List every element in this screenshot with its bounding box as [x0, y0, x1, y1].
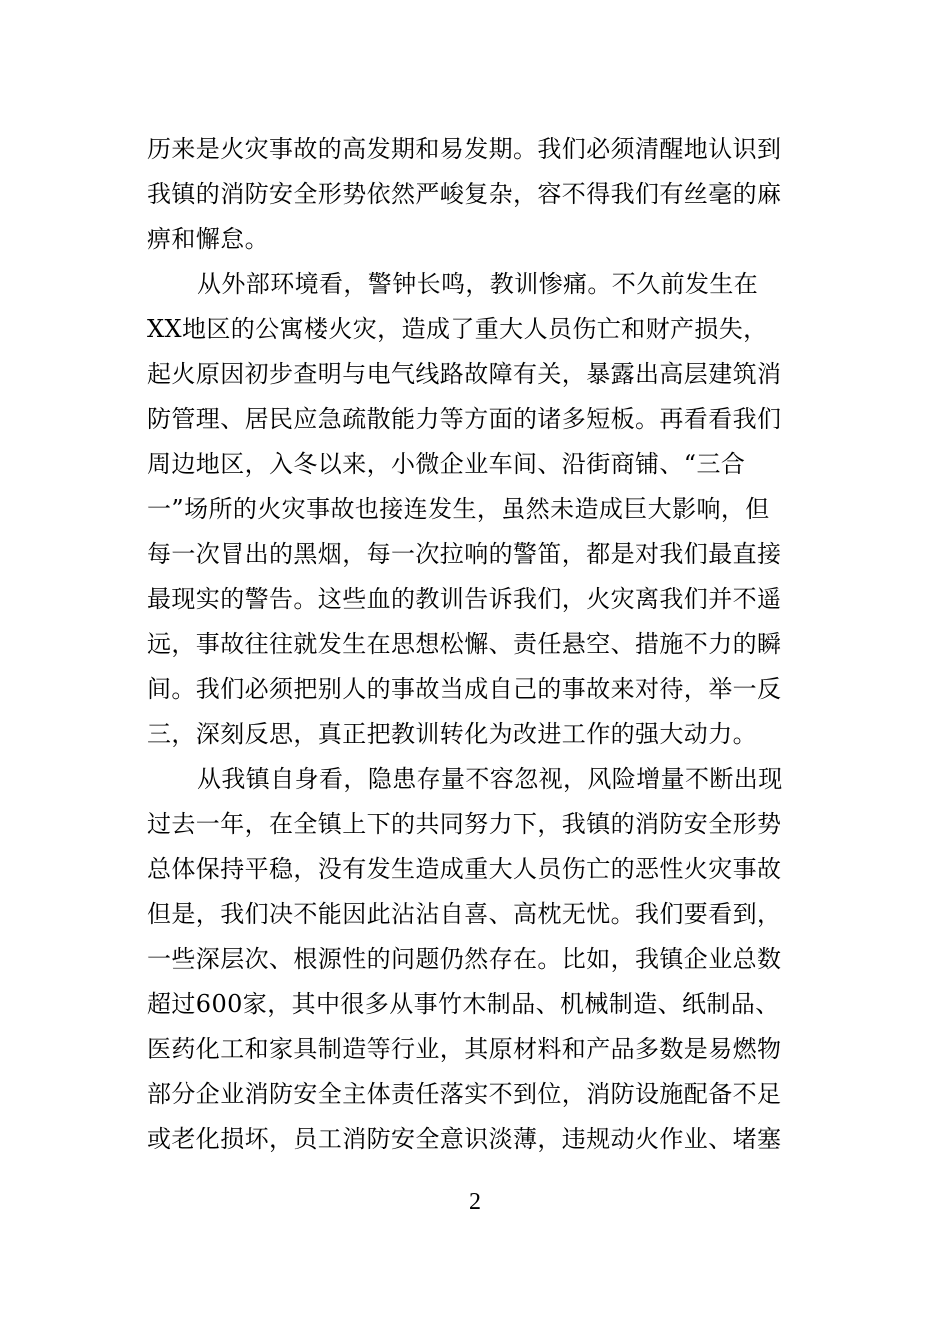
text-line: 总体保持平稳，没有发生造成重大人员伤亡的恶性火灾事故: [147, 855, 782, 883]
text-line: 周边地区，入冬以来，小微企业车间、沿街商铺、“三合: [147, 450, 746, 478]
text-line: 一些深层次、根源性的问题仍然存在。比如，我镇企业总数: [147, 945, 782, 973]
text-line: 但是，我们决不能因此沾沾自喜、高枕无忧。我们要看到，: [147, 900, 782, 928]
text-line: 间。我们必须把别人的事故当成自己的事故来对待，举一反: [147, 675, 782, 703]
page-number: 2: [469, 1189, 481, 1215]
text-line: XX地区的公寓楼火灾，造成了重大人员伤亡和财产损失，: [147, 315, 768, 343]
text-line: 痹和懈怠。: [147, 225, 269, 253]
text-line: 起火原因初步查明与电气线路故障有关，暴露出高层建筑消: [147, 360, 782, 388]
text-line: 最现实的警告。这些血的教训告诉我们，火灾离我们并不遥: [147, 585, 782, 613]
paragraph-first-line: 从我镇自身看，隐患存量不容忽视，风险增量不断出现: [197, 765, 783, 793]
text-line: 医药化工和家具制造等行业，其原材料和产品多数是易燃物: [147, 1035, 782, 1063]
text-line: 三，深刻反思，真正把教训转化为改进工作的强大动力。: [147, 720, 757, 748]
text-line: 一”场所的火灾事故也接连发生，虽然未造成巨大影响，但: [147, 495, 770, 523]
paragraph-first-line: 从外部环境看，警钟长鸣，教训惨痛。不久前发生在: [197, 270, 759, 298]
text-line: 超过600家，其中很多从事竹木制品、机械制造、纸制品、: [147, 990, 780, 1018]
text-line: 远，事故往往就发生在思想松懈、责任悬空、措施不力的瞬: [147, 630, 782, 658]
text-line: 每一次冒出的黑烟，每一次拉响的警笛，都是对我们最直接: [147, 540, 782, 568]
text-line: 过去一年，在全镇上下的共同努力下，我镇的消防安全形势: [147, 810, 782, 838]
text-line: 或老化损坏，员工消防安全意识淡薄，违规动火作业、堵塞: [147, 1125, 782, 1153]
text-line: 部分企业消防安全主体责任落实不到位，消防设施配备不足: [147, 1080, 782, 1108]
text-line: 防管理、居民应急疏散能力等方面的诸多短板。再看看我们: [147, 405, 782, 433]
text-line: 历来是火灾事故的高发期和易发期。我们必须清醒地认识到: [147, 135, 782, 163]
text-line: 我镇的消防安全形势依然严峻复杂，容不得我们有丝毫的麻: [147, 180, 782, 208]
body-text: [147, 127, 811, 1162]
